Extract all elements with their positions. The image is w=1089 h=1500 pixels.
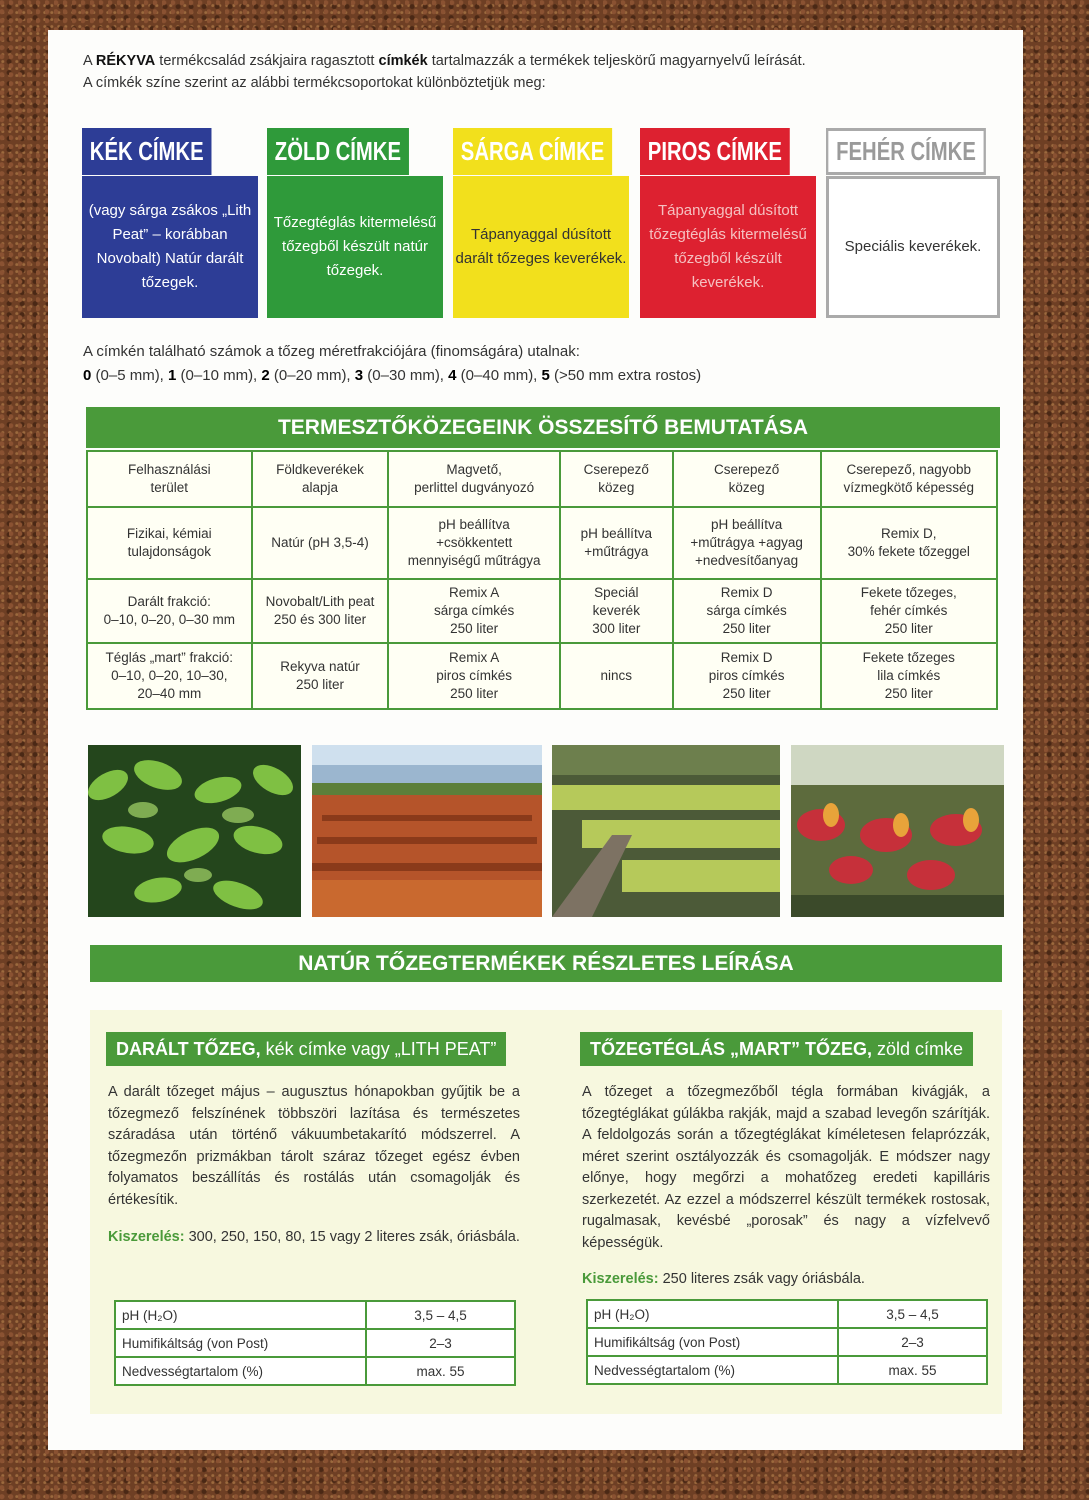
- photo-seedlings: [88, 745, 301, 917]
- fraction-range: (0–20 mm),: [269, 367, 355, 384]
- fraction-number: 1: [168, 367, 177, 384]
- table-cell: pH beállítva +csökkentett mennyiségű műtrágya: [388, 507, 560, 579]
- photo-potted-plants: [791, 745, 1004, 917]
- table-row: [87, 451, 997, 507]
- table-row: [587, 1328, 987, 1356]
- table-cell: Remix A sárga címkés 250 liter: [388, 579, 560, 643]
- right-packaging: [582, 1269, 990, 1291]
- table-row: [87, 579, 997, 643]
- table-cell: pH beállítva +műtrágya: [560, 507, 673, 579]
- right-heading-rest: zöld címke: [872, 1039, 964, 1059]
- table-cell: Cserepező közeg: [560, 451, 673, 507]
- fraction-number: 3: [354, 367, 364, 384]
- property-value: 3,5 – 4,5: [838, 1300, 987, 1328]
- summary-table: [86, 450, 998, 710]
- fraction-list: [83, 364, 701, 388]
- details-panel: [90, 1010, 1002, 1414]
- property-name: Humifikáltság (von Post): [587, 1328, 838, 1356]
- right-description: A tőzeget a tőzegmezőből tégla formában kivágják, a tőzegtéglákat gúlákba rakják, majd a szabad levegőn szárítják. A feldolgozás során a tőzegtéglákat kíméletesen felaprózzák, méret szerint osztályozzák és csomagolják. E módszer nagy előnye, hogy megőrzi a mohatőzeg eredeti kapilláris szerkezetét. Az ezzel a módszerrel készült termékek rostosak, rugalmasak, kevésbé „porosak” és nagy a vízfelvevő képességük.: [582, 1084, 990, 1251]
- fraction-range: (>50 mm extra rostos): [549, 367, 702, 384]
- intro-line-1: [83, 50, 806, 72]
- table-cell: Remix D sárga címkés 250 liter: [673, 579, 821, 643]
- table-cell: Remix A piros címkés 250 liter: [388, 643, 560, 709]
- label-title: ZÖLD CÍMKE: [267, 128, 409, 175]
- table-cell: Remix D, 30% fekete tőzeggel: [821, 507, 998, 579]
- right-properties-table: [586, 1299, 988, 1385]
- left-description: A darált tőzeget május – augusztus hónapokban gyűjtik be a tőzegmező felszínének többszöri lazítása és természetes száradása után történő vákuumbetakarító módszerrel. A tőzegmezőn prizmákban tárolt száraz tőzeget egész évben folyamatos beszállítás és rostálás után csomagolják és értékesítik.: [108, 1084, 520, 1208]
- fraction-number: 5: [541, 367, 550, 384]
- property-name: pH (H₂O): [115, 1301, 366, 1329]
- table-row: [587, 1300, 987, 1328]
- right-heading-bold: TŐZEGTÉGLÁS „MART” TŐZEG,: [590, 1039, 872, 1059]
- details-title: NATÚR TŐZEGTERMÉKEK RÉSZLETES LEÍRÁSA: [90, 945, 1002, 982]
- property-name: Humifikáltság (von Post): [115, 1329, 366, 1357]
- label-title: FEHÉR CÍMKE: [826, 128, 986, 175]
- table-row: [115, 1329, 515, 1357]
- intro-line-2: A címkék színe szerint az alábbi termékcsoportokat különböztetjük meg:: [83, 75, 546, 91]
- table-cell: Speciál keverék 300 liter: [560, 579, 673, 643]
- property-name: pH (H₂O): [587, 1300, 838, 1328]
- table-cell: Natúr (pH 3,5-4): [252, 507, 389, 579]
- right-section-heading: [580, 1032, 973, 1066]
- brochure-page: [48, 30, 1023, 1450]
- label-text: Tápanyaggal dúsított darált tőzeges keverékek.: [453, 176, 629, 318]
- left-properties-table: [114, 1300, 516, 1386]
- fraction-legend: [83, 340, 701, 388]
- intro-text-run: A: [83, 53, 96, 69]
- table-cell: Fizikai, kémiai tulajdonságok: [87, 507, 252, 579]
- table-cell: Fekete tőzeges lila címkés 250 liter: [821, 643, 998, 709]
- table-cell: Novobalt/Lith peat 250 és 300 liter: [252, 579, 389, 643]
- label-text: Speciális keverékek.: [826, 176, 1000, 318]
- table-cell: pH beállítva +műtrágya +agyag +nedvesítőanyag: [673, 507, 821, 579]
- intro-text-run: tartalmazzák a termékek teljeskörű magyarnyelvű leírását.: [427, 53, 806, 69]
- label-text: Tőzegtéglás kitermelésű tőzegből készült natúr tőzegek.: [267, 176, 443, 318]
- table-cell: Darált frakció: 0–10, 0–20, 0–30 mm: [87, 579, 252, 643]
- label-title: KÉK CÍMKE: [82, 128, 211, 175]
- label-title: SÁRGA CÍMKE: [453, 128, 612, 175]
- property-value: 3,5 – 4,5: [366, 1301, 515, 1329]
- right-packaging-label: Kiszerelés:: [582, 1271, 659, 1287]
- fraction-intro: A címkén található számok a tőzeg méretfrakciójára (finomságára) utalnak:: [83, 343, 580, 360]
- table-cell: Téglás „mart” frakció: 0–10, 0–20, 10–30, 20–40 mm: [87, 643, 252, 709]
- table-row: [587, 1356, 987, 1384]
- table-cell: Cserepező, nagyobb vízmegkötő képesség: [821, 451, 998, 507]
- property-value: 2–3: [366, 1329, 515, 1357]
- table-row: [87, 507, 997, 579]
- property-value: 2–3: [838, 1328, 987, 1356]
- intro-text-run: címkék: [378, 53, 428, 69]
- property-value: max. 55: [838, 1356, 987, 1384]
- label-title: PIROS CÍMKE: [640, 128, 790, 175]
- left-heading-bold: DARÁLT TŐZEG,: [116, 1039, 261, 1059]
- table-row: [87, 643, 997, 709]
- table-cell: Felhasználási terület: [87, 451, 252, 507]
- intro-text: [83, 50, 806, 94]
- left-packaging-text: 300, 250, 150, 80, 15 vagy 2 literes zsák, óriásbála.: [184, 1229, 520, 1245]
- photo-peat-field: [312, 745, 542, 917]
- intro-text-run: termékcsalád zsákjaira ragasztott: [155, 53, 379, 69]
- table-cell: nincs: [560, 643, 673, 709]
- fraction-number: 2: [261, 367, 270, 384]
- left-packaging-label: Kiszerelés:: [108, 1229, 185, 1245]
- table-cell: Magvető, perlittel dugványozó: [388, 451, 560, 507]
- fraction-range: (0–40 mm),: [456, 367, 542, 384]
- table-row: [115, 1357, 515, 1385]
- left-packaging: [108, 1227, 520, 1249]
- photo-nursery-rows: [552, 745, 780, 917]
- property-name: Nedvességtartalom (%): [115, 1357, 366, 1385]
- table-cell: Földkeverékek alapja: [252, 451, 389, 507]
- label-text: Tápanyaggal dúsított tőzegtéglás kitermelésű tőzegből készült keverékek.: [640, 176, 816, 318]
- table-cell: Rekyva natúr 250 liter: [252, 643, 389, 709]
- fraction-range: (0–30 mm),: [363, 367, 449, 384]
- property-value: max. 55: [366, 1357, 515, 1385]
- property-name: Nedvességtartalom (%): [587, 1356, 838, 1384]
- left-heading-rest: kék címke vagy „LITH PEAT”: [260, 1039, 497, 1059]
- label-text: (vagy sárga zsákos „Lith Peat” – korábban Novobalt) Natúr darált tőzegek.: [82, 176, 258, 318]
- fraction-range: (0–5 mm),: [91, 367, 169, 384]
- fraction-number: 0: [83, 367, 92, 384]
- fraction-number: 4: [448, 367, 457, 384]
- right-packaging-text: 250 literes zsák vagy óriásbála.: [658, 1271, 865, 1287]
- left-section-heading: [106, 1032, 506, 1066]
- table-row: [115, 1301, 515, 1329]
- intro-text-run: RÉKYVA: [95, 53, 156, 69]
- table-cell: Cserepező közeg: [673, 451, 821, 507]
- table-cell: Remix D piros címkés 250 liter: [673, 643, 821, 709]
- fraction-range: (0–10 mm),: [176, 367, 262, 384]
- table-cell: Fekete tőzeges, fehér címkés 250 liter: [821, 579, 998, 643]
- summary-title: TERMESZTŐKÖZEGEINK ÖSSZESÍTŐ BEMUTATÁSA: [86, 407, 1000, 448]
